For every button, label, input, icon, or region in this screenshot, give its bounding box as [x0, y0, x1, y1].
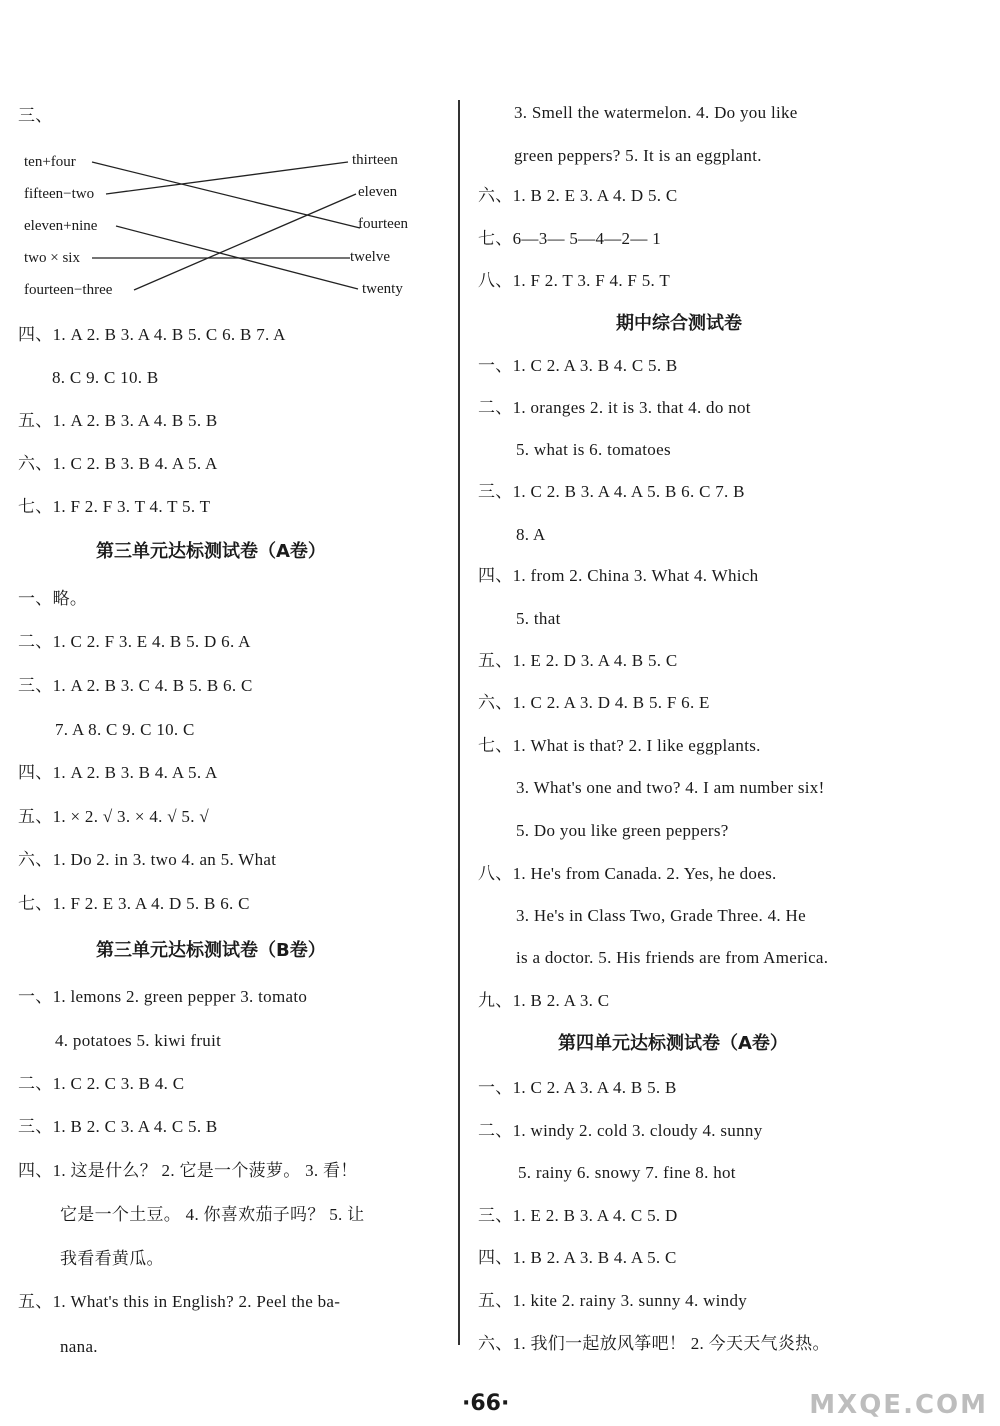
answer-line: 三、1. A 2. B 3. C 4. B 5. B 6. C — [18, 676, 253, 695]
answer-line: nana. — [60, 1337, 98, 1356]
answer-line: 四、1. from 2. China 3. What 4. Which — [478, 566, 759, 585]
answer-line: 我看看黄瓜。 — [60, 1249, 164, 1268]
section-heading-unit3-a: 第三单元达标测试卷（A卷） — [96, 541, 326, 562]
answer-line: 九、1. B 2. A 3. C — [478, 991, 610, 1010]
section-label-san: 三、 — [18, 106, 53, 125]
answer-line: 一、1. lemons 2. green pepper 3. tomato — [18, 987, 308, 1006]
match-right-3: fourteen — [358, 216, 408, 232]
answer-line: 5. what is 6. tomatoes — [516, 440, 671, 459]
answer-line: 七、1. What is that? 2. I like eggplants. — [478, 736, 761, 755]
match-right-5: twenty — [362, 281, 403, 297]
answer-line: 5. Do you like green peppers? — [516, 821, 729, 840]
section-heading-unit4-a: 第四单元达标测试卷（A卷） — [558, 1033, 788, 1054]
answer-line: 三、1. E 2. B 3. A 4. C 5. D — [478, 1206, 678, 1225]
answer-line: 四、1. 这是什么？ 2. 它是一个菠萝。 3. 看！ — [18, 1161, 358, 1180]
answer-line: 五、1. A 2. B 3. A 4. B 5. B — [18, 411, 218, 430]
answer-line: is a doctor. 5. His friends are from America. — [516, 948, 829, 967]
answer-line: 3. What's one and two? 4. I am number six! — [516, 778, 825, 797]
column-divider — [458, 100, 460, 1345]
match-right-1: thirteen — [352, 152, 398, 168]
answer-line: 三、1. C 2. B 3. A 4. A 5. B 6. C 7. B — [478, 482, 745, 501]
watermark-logo — [796, 1364, 996, 1424]
match-left-3: eleven+nine — [24, 218, 98, 234]
answer-line: 3. Smell the watermelon. 4. Do you like — [514, 103, 798, 122]
watermark-text: MXQE.COM — [809, 1390, 988, 1420]
section-heading-unit3-b: 第三单元达标测试卷（B卷） — [96, 940, 326, 961]
answer-line: 8. C 9. C 10. B — [52, 368, 159, 387]
answer-line: 三、1. B 2. C 3. A 4. C 5. B — [18, 1117, 218, 1136]
answer-line: 四、1. A 2. B 3. B 4. A 5. A — [18, 763, 218, 782]
answer-line: 六、1. Do 2. in 3. two 4. an 5. What — [18, 850, 277, 869]
answer-line: 六、1. 我们一起放风筝吧！ 2. 今天天气炎热。 — [478, 1334, 830, 1353]
match-right-2: eleven — [358, 184, 398, 200]
answer-line: 五、1. kite 2. rainy 3. sunny 4. windy — [478, 1291, 748, 1310]
answer-line: 六、1. B 2. E 3. A 4. D 5. C — [478, 186, 678, 205]
answer-line: 7. A 8. C 9. C 10. C — [55, 720, 195, 739]
answer-line: 5. rainy 6. snowy 7. fine 8. hot — [518, 1163, 736, 1182]
answer-line: 六、1. C 2. B 3. B 4. A 5. A — [18, 454, 218, 473]
answer-line: 二、1. C 2. C 3. B 4. C — [18, 1074, 185, 1093]
answer-line: 二、1. C 2. F 3. E 4. B 5. D 6. A — [18, 632, 251, 651]
answer-line: 八、1. F 2. T 3. F 4. F 5. T — [478, 271, 671, 290]
answer-line: 八、1. He's from Canada. 2. Yes, he does. — [478, 864, 777, 883]
answer-line: 4. potatoes 5. kiwi fruit — [55, 1031, 222, 1050]
answer-line: 8. A — [516, 525, 546, 544]
answer-line: 五、1. × 2. √ 3. × 4. √ 5. √ — [18, 807, 209, 826]
section-heading-midterm: 期中综合测试卷 — [616, 313, 742, 334]
answer-line: 3. He's in Class Two, Grade Three. 4. He — [516, 906, 806, 925]
answer-line: 二、1. windy 2. cold 3. cloudy 4. sunny — [478, 1121, 763, 1140]
page-number: ·66· — [462, 1391, 510, 1416]
answer-line: 它是一个土豆。 4. 你喜欢茄子吗？ 5. 让 — [60, 1205, 365, 1224]
answer-line: 一、略。 — [18, 589, 88, 608]
answer-line: 六、1. C 2. A 3. D 4. B 5. F 6. E — [478, 693, 710, 712]
answer-line: 五、1. E 2. D 3. A 4. B 5. C — [478, 651, 678, 670]
answer-line: 七、1. F 2. E 3. A 4. D 5. B 6. C — [18, 894, 250, 913]
answer-line: 七、6—3— 5—4—2— 1 — [478, 229, 661, 248]
answer-line: 七、1. F 2. F 3. T 4. T 5. T — [18, 497, 211, 516]
answer-line: 一、1. C 2. A 3. A 4. B 5. B — [478, 1078, 677, 1097]
answer-line: 四、1. A 2. B 3. A 4. B 5. C 6. B 7. A — [18, 325, 286, 344]
match-left-4: two × six — [24, 250, 80, 266]
answer-line: 一、1. C 2. A 3. B 4. C 5. B — [478, 356, 678, 375]
answer-line: 二、1. oranges 2. it is 3. that 4. do not — [478, 398, 751, 417]
match-left-2: fifteen−two — [24, 186, 95, 202]
match-left-5: fourteen−three — [24, 282, 113, 298]
answer-line: green peppers? 5. It is an eggplant. — [514, 146, 762, 165]
match-right-4: twelve — [350, 249, 390, 265]
answer-line: 四、1. B 2. A 3. B 4. A 5. C — [478, 1248, 677, 1267]
match-left-1: ten+four — [24, 154, 76, 170]
answer-line: 5. that — [516, 609, 561, 628]
answer-line: 五、1. What's this in English? 2. Peel the ba- — [18, 1292, 341, 1311]
